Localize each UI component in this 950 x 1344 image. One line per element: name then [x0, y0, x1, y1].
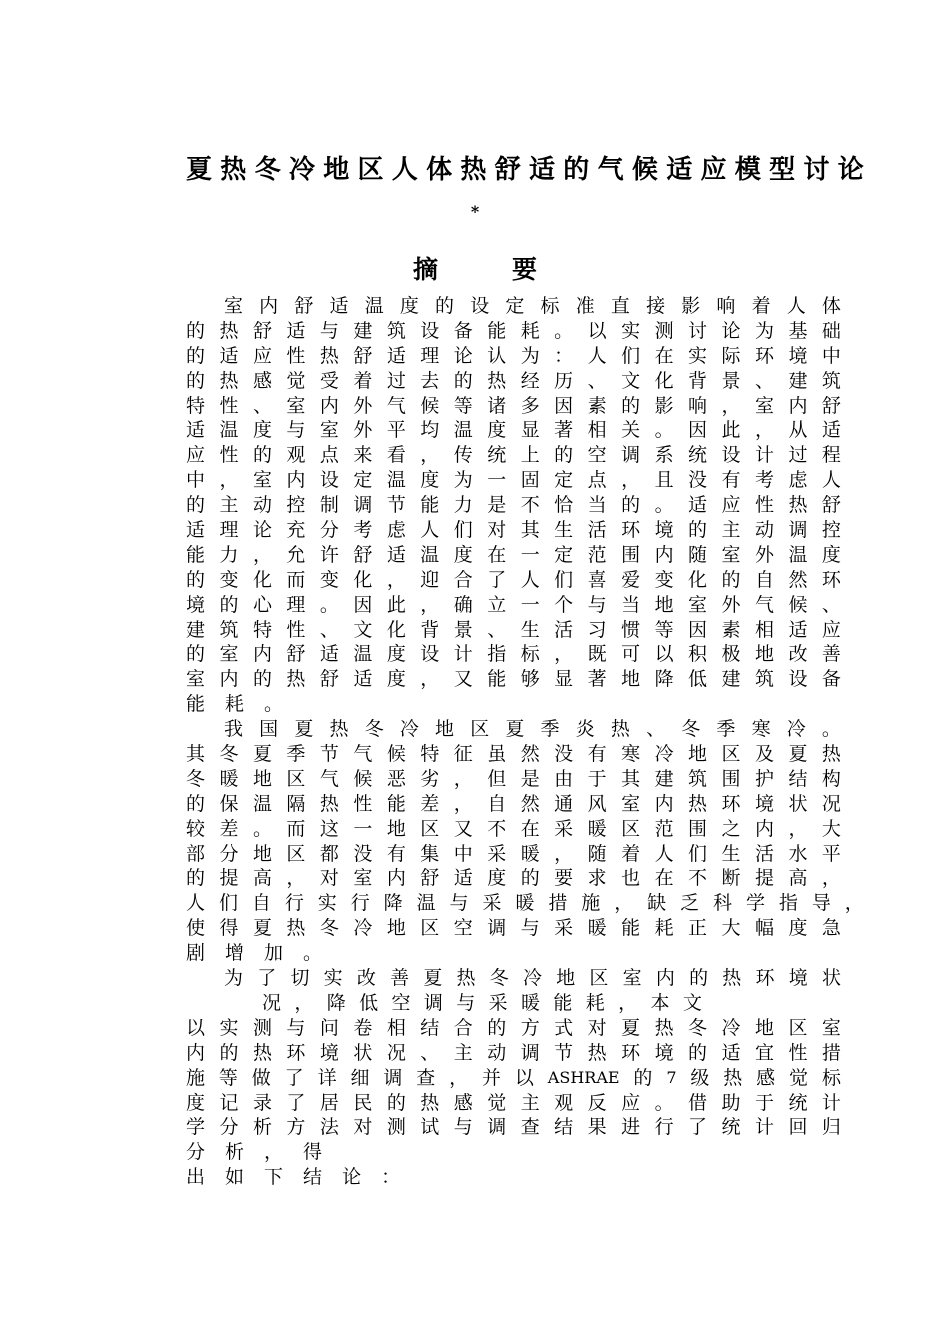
text-line: 中 ， 室 内 设 定 温 度 为 一 固 定 点 ， 且 没 有 考 虑 人 — [186, 469, 841, 492]
text-line: 较 差 。 而 这 一 地 区 又 不 在 采 暖 区 范 围 之 内 ， 大 — [186, 817, 841, 840]
text-line: 剧 增 加 。 — [186, 942, 323, 965]
text-line: 的 适 应 性 热 舒 适 理 论 认 为 ： 人 们 在 实 际 环 境 中 — [186, 344, 841, 367]
text-line: 出 如 下 结 论 ： — [186, 1166, 401, 1189]
text-line: 适 理 论 充 分 考 虑 人 们 对 其 生 活 环 境 的 主 动 调 控 — [186, 519, 841, 542]
text-line: 人 们 自 行 实 行 降 温 与 采 暖 措 施 ， 缺 乏 科 学 指 导 ， — [186, 892, 864, 915]
abstract-heading-char: 摘 — [412, 255, 438, 284]
abstract-heading-char: 要 — [512, 255, 538, 284]
text-line: 为 了 切 实 改 善 夏 热 冬 冷 地 区 室 内 的 热 环 境 状 — [224, 967, 841, 990]
text-line: 的 主 动 控 制 调 节 能 力 是 不 恰 当 的 。 适 应 性 热 舒 — [186, 494, 841, 517]
text-line: 能 耗 。 — [186, 693, 284, 716]
abstract-body — [186, 294, 886, 1190]
text-line: 度 记 录 了 居 民 的 热 感 觉 主 观 反 应 。 借 助 于 统 计 — [186, 1091, 841, 1114]
text-line: 学 分 析 方 法 对 测 试 与 调 查 结 果 进 行 了 统 计 回 归 — [186, 1116, 841, 1139]
text-line: 的 热 舒 适 与 建 筑 设 备 能 耗 。 以 实 测 讨 论 为 基 础 — [186, 319, 841, 342]
text-line: 的 室 内 舒 适 温 度 设 计 指 标 ， 既 可 以 积 极 地 改 善 — [186, 643, 841, 666]
text-line: 的 热 感 觉 受 着 过 去 的 热 经 历 、 文 化 背 景 、 建 筑 — [186, 369, 841, 392]
text-line: 部 分 地 区 都 没 有 集 中 采 暖 ， 随 着 人 们 生 活 水 平 — [186, 842, 841, 865]
text-line: 室 内 的 热 舒 适 度 ， 又 能 够 显 著 地 降 低 建 筑 设 备 — [186, 668, 841, 691]
text-line: 适 温 度 与 室 外 平 均 温 度 显 著 相 关 。 因 此 ， 从 适 — [186, 419, 841, 442]
text-line: 内 的 热 环 境 状 况 、 主 动 调 节 热 环 境 的 适 宜 性 措 — [186, 1041, 841, 1064]
text-line: 境 的 心 理 。 因 此 ， 确 立 一 个 与 当 地 室 外 气 候 、 — [186, 593, 841, 616]
text-line: 其 冬 夏 季 节 气 候 特 征 虽 然 没 有 寒 冷 地 区 及 夏 热 — [186, 743, 841, 766]
text-line: 的 变 化 而 变 化 ， 迎 合 了 人 们 喜 爱 变 化 的 自 然 环 — [186, 568, 841, 591]
text-line: 以 实 测 与 问 卷 相 结 合 的 方 式 对 夏 热 冬 冷 地 区 室 — [186, 1016, 841, 1039]
text-line: 室 内 舒 适 温 度 的 设 定 标 准 直 接 影 响 着 人 体 — [224, 295, 841, 317]
text-line: 分 析 ， 得 — [186, 1141, 323, 1164]
text-line: 使 得 夏 热 冬 冷 地 区 空 调 与 采 暖 能 耗 正 大 幅 度 急 — [186, 917, 841, 940]
abstract-heading — [0, 252, 950, 288]
text-line: 建 筑 特 性 、 文 化 背 景 、 生 活 习 惯 等 因 素 相 适 应 — [186, 618, 841, 641]
text-line: 特 性 、 室 内 外 气 候 等 诸 多 因 素 的 影 响 ， 室 内 舒 — [186, 394, 841, 417]
text-line: 冬 暖 地 区 气 候 恶 劣 ， 但 是 由 于 其 建 筑 围 护 结 构 — [186, 767, 841, 790]
text-line: 的 提 高 ， 对 室 内 舒 适 度 的 要 求 也 在 不 断 提 高 ， — [186, 867, 841, 890]
text-line: 施 等 做 了 详 细 调 查 ， 并 以 ASHRAE 的 7 级 热 感 觉 标 — [186, 1066, 841, 1089]
title-footnote-mark: * — [470, 202, 480, 221]
document-title: 夏热冬冷地区人体热舒适的气候适应模型讨论 — [186, 155, 873, 185]
text-line: 的 保 温 隔 热 性 能 差 ， 自 然 通 风 室 内 热 环 境 状 况 — [186, 792, 841, 815]
text-line: 能 力 ， 允 许 舒 适 温 度 在 一 定 范 围 内 随 室 外 温 度 — [186, 543, 841, 566]
text-line: 我 国 夏 热 冬 冷 地 区 夏 季 炎 热 、 冬 季 寒 冷 。 — [224, 718, 841, 741]
text-line: 况 ， 降 低 空 调 与 采 暖 能 耗 ， 本 文 — [262, 991, 702, 1014]
text-line: 应 性 的 观 点 来 看 ， 传 统 上 的 空 调 系 统 设 计 过 程 — [186, 444, 841, 467]
